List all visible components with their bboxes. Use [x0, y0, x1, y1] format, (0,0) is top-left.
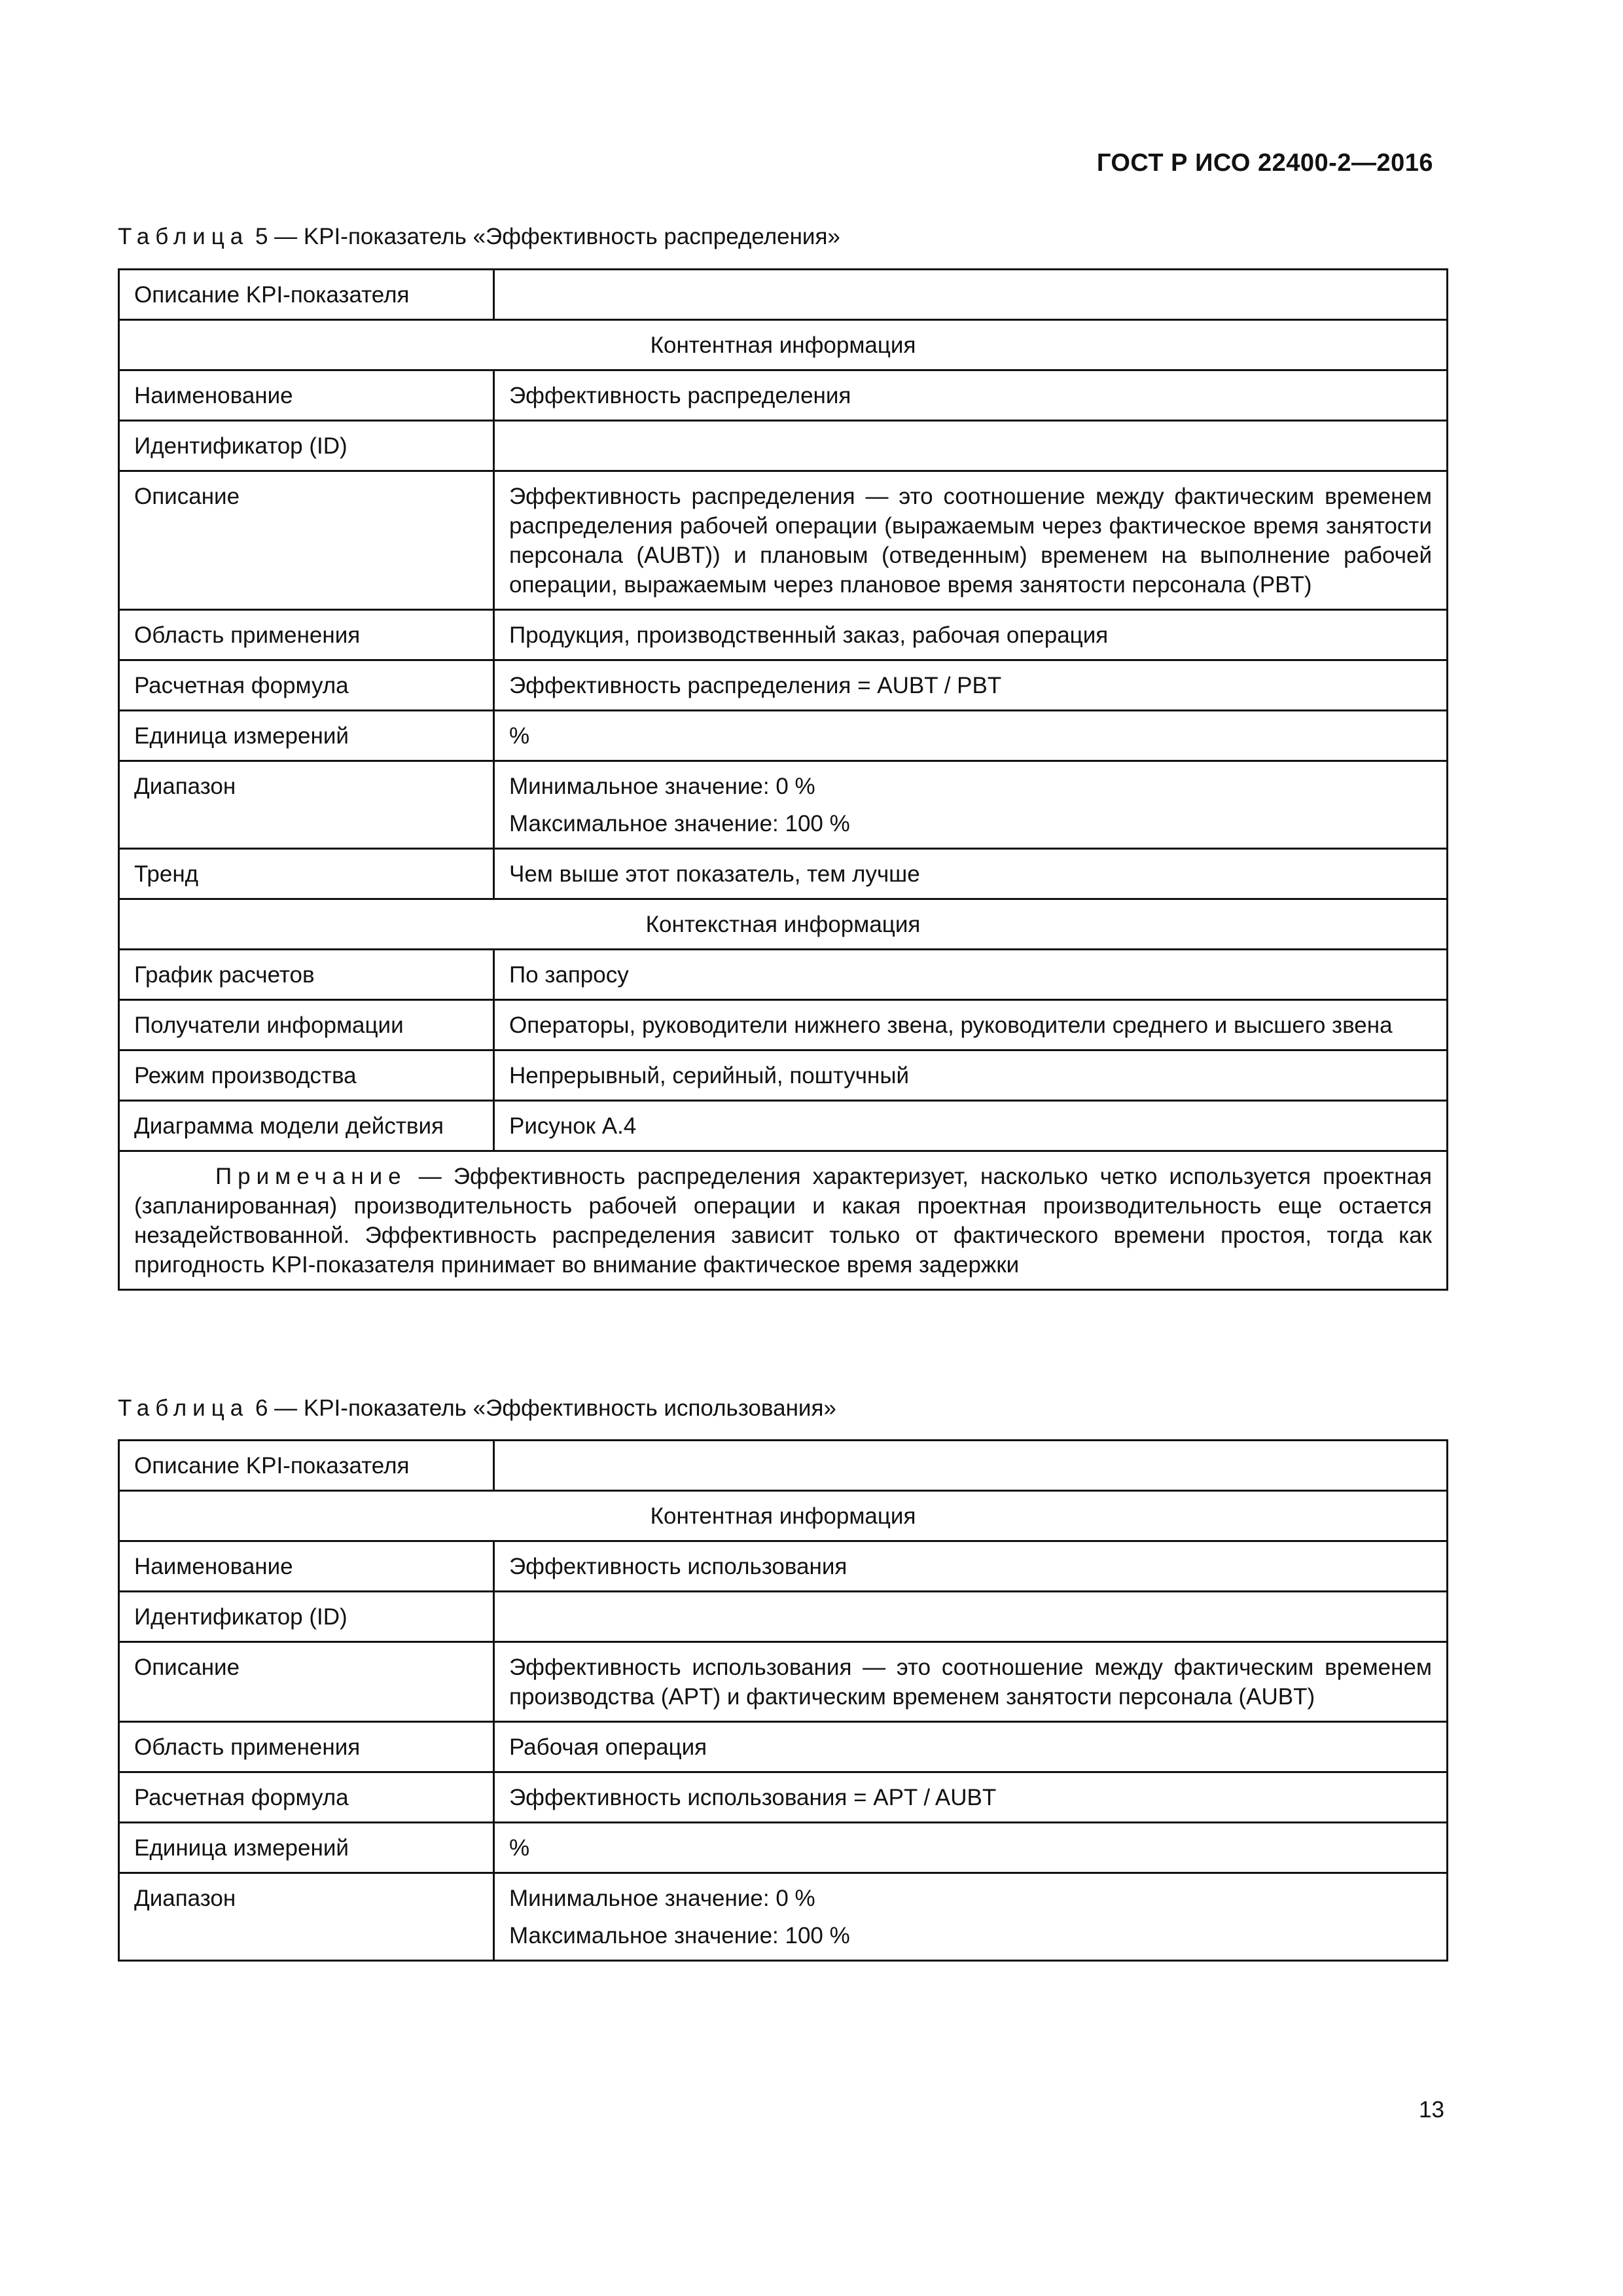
row-label: Единица измерений	[119, 1823, 494, 1873]
section-heading-context: Контекстная информация	[119, 899, 1448, 950]
section-row	[119, 320, 1448, 370]
row-value: Эффективность использования	[494, 1541, 1448, 1592]
row-label: Идентификатор (ID)	[119, 421, 494, 471]
table-row	[119, 711, 1448, 761]
table6-caption	[118, 1395, 836, 1422]
row-value	[494, 270, 1448, 320]
table-row	[119, 1101, 1448, 1151]
row-value	[494, 421, 1448, 471]
row-value: Непрерывный, серийный, поштучный	[494, 1050, 1448, 1101]
table-row	[119, 421, 1448, 471]
range-min: Минимальное значение: 0 %	[509, 774, 815, 799]
row-label: Наименование	[119, 370, 494, 421]
row-label: Наименование	[119, 1541, 494, 1592]
table-row	[119, 950, 1448, 1000]
range-max: Максимальное значение: 100 %	[509, 1923, 850, 1948]
note-prefix: Примечание	[215, 1164, 407, 1189]
row-label: Описание KPI-показателя	[119, 270, 494, 320]
note-row	[119, 1151, 1448, 1290]
table-row	[119, 471, 1448, 610]
row-label: Идентификатор (ID)	[119, 1592, 494, 1642]
table-row	[119, 1592, 1448, 1642]
page-number: 13	[1419, 2097, 1444, 2123]
row-value: Эффективность распределения — это соотношение между фактическим временем распределения рабочей операции (выражаемым через фактическое время занятости персонала (AUBT)) и плановым (отведенным) временем на выполнение рабочей операции, выражаемым через плановое время занятости персонала (PBT)	[494, 471, 1448, 610]
standard-designation: ГОСТ Р ИСО 22400-2—2016	[1096, 149, 1433, 177]
row-label: Режим производства	[119, 1050, 494, 1101]
row-value: По запросу	[494, 950, 1448, 1000]
row-label: Диаграмма модели действия	[119, 1101, 494, 1151]
row-value: %	[494, 1823, 1448, 1873]
row-label: Тренд	[119, 849, 494, 899]
table-row	[119, 270, 1448, 320]
table6-caption-title: 6 — KPI-показатель «Эффективность использования»	[249, 1395, 836, 1421]
section-row	[119, 1491, 1448, 1541]
table-row	[119, 1772, 1448, 1823]
table6-kpi-utilization-efficiency	[118, 1439, 1448, 1962]
row-value: Продукция, производственный заказ, рабочая операция	[494, 610, 1448, 660]
table6-caption-prefix: Таблица	[118, 1395, 249, 1421]
table-row	[119, 1722, 1448, 1772]
note-text: — Эффективность распределения характеризует, насколько четко используется проектная (запланированная) производительность рабочей операции и какая проектная производительность еще остается незадействованной. Эффективность распределения зависит только от фактического времени простоя, тогда как пригодность KPI-показателя принимает во внимание фактическое время задержки	[134, 1164, 1432, 1278]
range-max: Максимальное значение: 100 %	[509, 811, 850, 836]
row-value	[494, 761, 1448, 849]
section-row	[119, 899, 1448, 950]
row-value: Рисунок А.4	[494, 1101, 1448, 1151]
row-label: Расчетная формула	[119, 660, 494, 711]
row-label: График расчетов	[119, 950, 494, 1000]
row-value	[494, 1873, 1448, 1961]
table-row	[119, 610, 1448, 660]
row-value	[494, 1592, 1448, 1642]
row-value	[494, 1441, 1448, 1491]
row-label: Описание KPI-показателя	[119, 1441, 494, 1491]
table-row	[119, 1873, 1448, 1961]
row-label: Получатели информации	[119, 1000, 494, 1050]
table5-caption	[118, 224, 840, 250]
row-label: Область применения	[119, 610, 494, 660]
table-row	[119, 1441, 1448, 1491]
row-label: Описание	[119, 1642, 494, 1722]
row-value: Эффективность распределения	[494, 370, 1448, 421]
table5-caption-title: 5 — KPI-показатель «Эффективность распределения»	[249, 224, 840, 249]
table-row	[119, 660, 1448, 711]
table-row	[119, 849, 1448, 899]
section-heading-content: Контентная информация	[119, 320, 1448, 370]
row-label: Расчетная формула	[119, 1772, 494, 1823]
table-row	[119, 370, 1448, 421]
table-row	[119, 761, 1448, 849]
row-value: Чем выше этот показатель, тем лучше	[494, 849, 1448, 899]
table-row	[119, 1823, 1448, 1873]
table5-kpi-allocation-efficiency	[118, 268, 1448, 1291]
row-label: Диапазон	[119, 1873, 494, 1961]
table-row	[119, 1000, 1448, 1050]
table5-note	[119, 1151, 1448, 1290]
range-min: Минимальное значение: 0 %	[509, 1886, 815, 1911]
table-row	[119, 1050, 1448, 1101]
table-row	[119, 1541, 1448, 1592]
table5-caption-prefix: Таблица	[118, 224, 249, 249]
row-label: Область применения	[119, 1722, 494, 1772]
section-heading-content: Контентная информация	[119, 1491, 1448, 1541]
row-label: Единица измерений	[119, 711, 494, 761]
row-value: Эффективность использования — это соотношение между фактическим временем производства (APT) и фактическим временем занятости персонала (AUBT)	[494, 1642, 1448, 1722]
row-label: Диапазон	[119, 761, 494, 849]
row-value: Операторы, руководители нижнего звена, руководители среднего и высшего звена	[494, 1000, 1448, 1050]
row-value: Эффективность распределения = AUBT / PBT	[494, 660, 1448, 711]
row-value: %	[494, 711, 1448, 761]
row-value: Рабочая операция	[494, 1722, 1448, 1772]
table-row	[119, 1642, 1448, 1722]
row-value: Эффективность использования = APT / AUBT	[494, 1772, 1448, 1823]
row-label: Описание	[119, 471, 494, 610]
